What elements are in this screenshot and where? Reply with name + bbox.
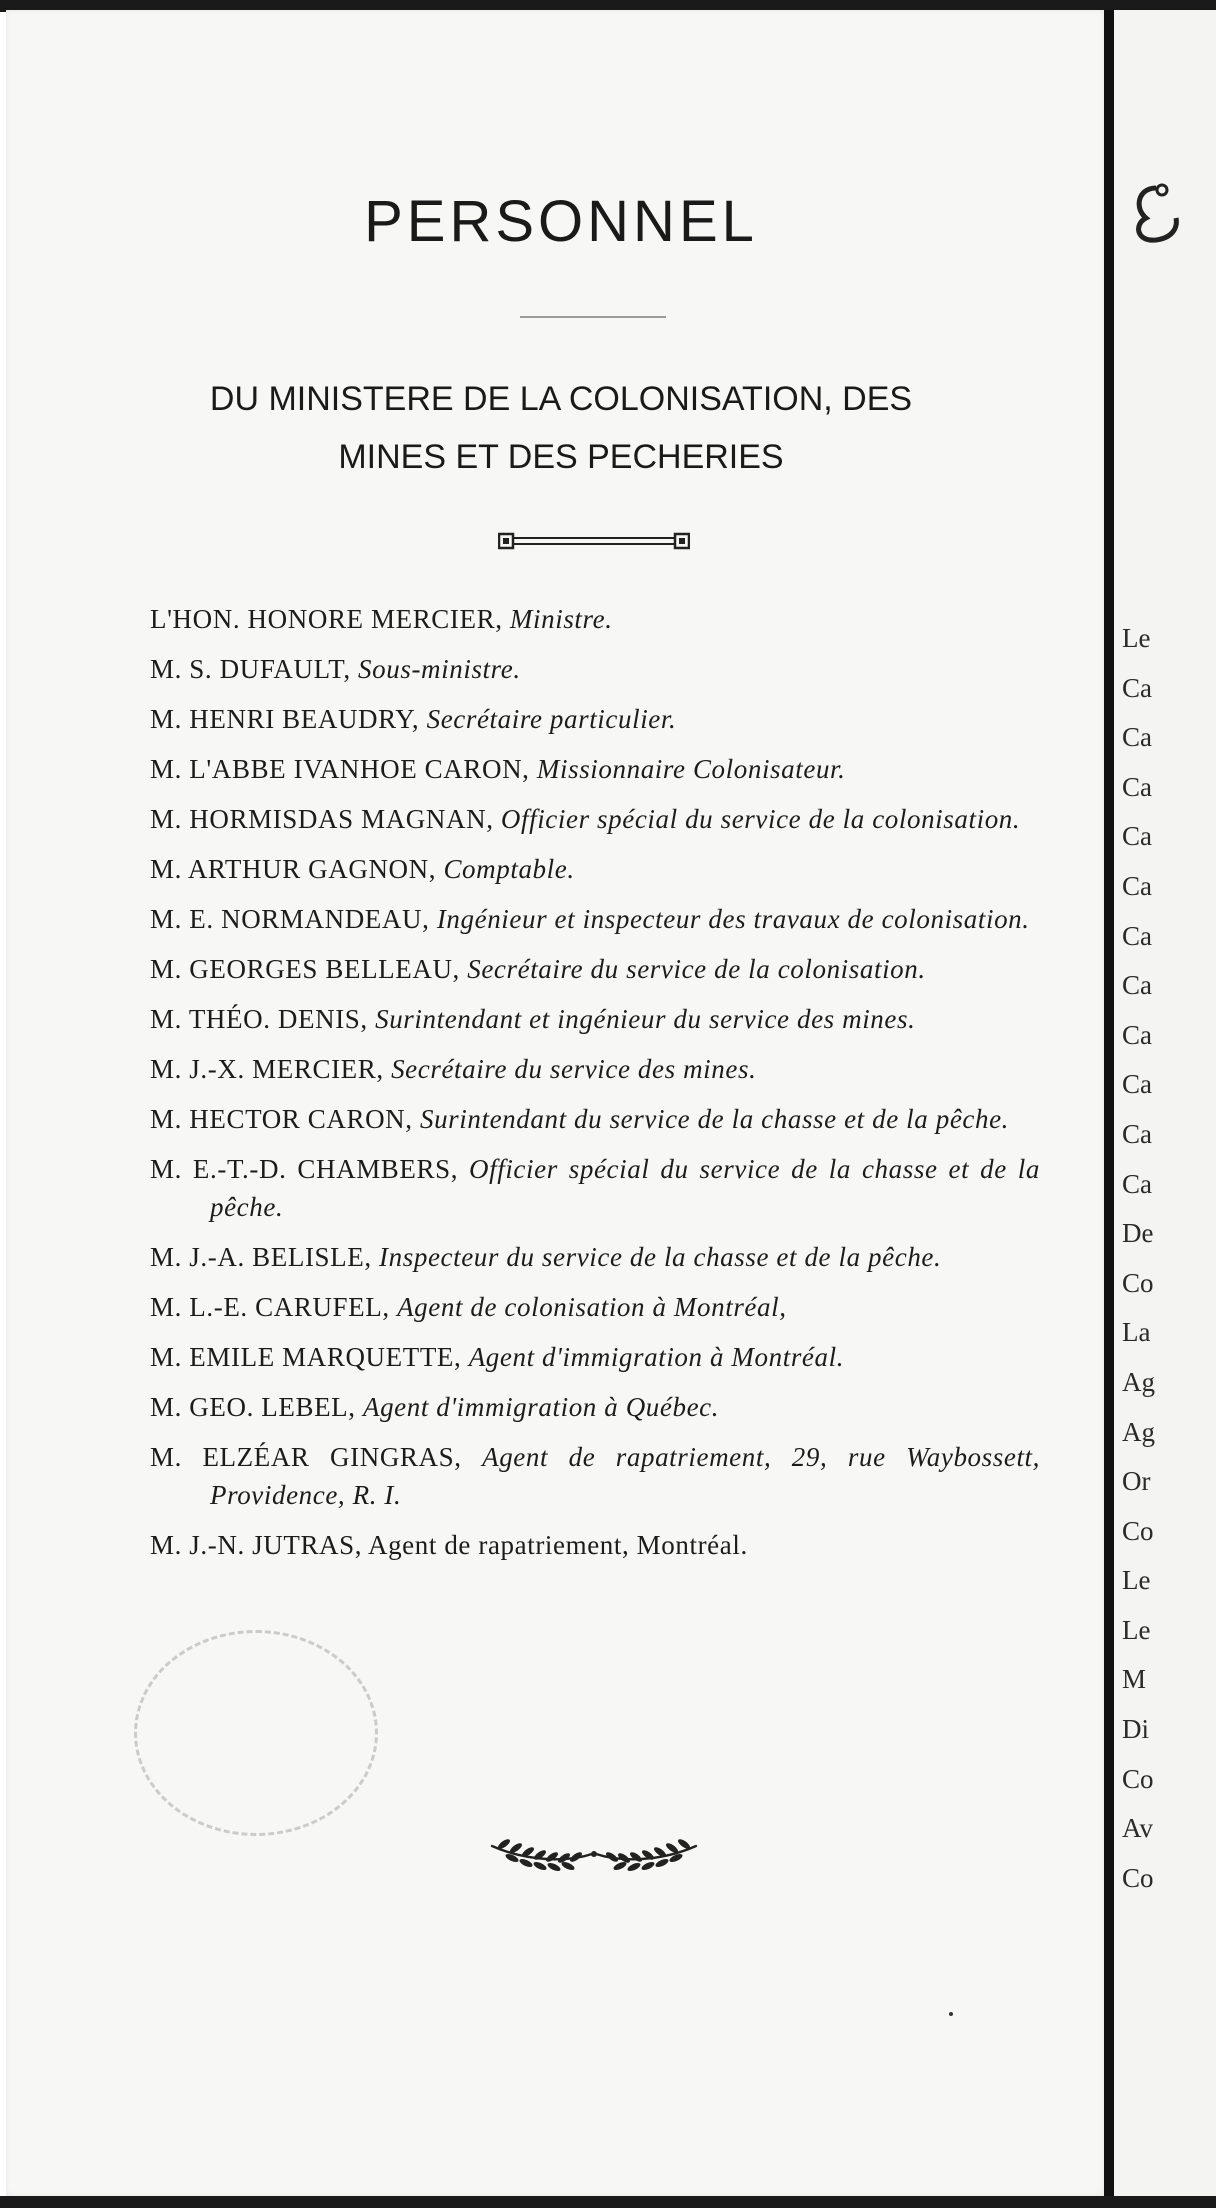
facing-line: Ca (1122, 1019, 1152, 1050)
page-title: PERSONNEL (364, 189, 758, 254)
facing-line: De (1122, 1218, 1154, 1249)
facing-page (1114, 10, 1216, 2196)
facing-line: Ca (1122, 821, 1152, 852)
personnel-role: Comptable. (443, 854, 575, 884)
personnel-role: Officier spécial du service de la chasse et de la pêche. (210, 1154, 1040, 1222)
facing-line: Ag (1122, 1416, 1155, 1447)
personnel-role: Missionnaire Colonisateur. (536, 754, 846, 784)
personnel-role: Sous-ministre. (358, 654, 521, 684)
facing-line: Av (1122, 1813, 1153, 1844)
personnel-list (150, 600, 1040, 1576)
personnel-role: Surintendant du service de la chasse et de la pêche. (419, 1104, 1010, 1134)
facing-line: Or (1122, 1466, 1151, 1497)
personnel-entry (150, 700, 1040, 738)
page-subtitle (126, 370, 996, 486)
personnel-entry (150, 1238, 1040, 1276)
personnel-name: L'HON. HONORE MERCIER, (150, 604, 510, 634)
personnel-name: M. J.-A. BELISLE, (150, 1242, 380, 1272)
subtitle-line-2: MINES ET DES PECHERIES (338, 438, 784, 476)
personnel-name: M. GEORGES BELLEAU, (150, 954, 468, 984)
facing-page-lines (1122, 614, 1155, 1903)
personnel-entry (150, 650, 1040, 688)
facing-line: Di (1122, 1714, 1149, 1745)
personnel-role: Ministre. (509, 604, 613, 634)
personnel-entry (150, 1388, 1040, 1426)
facing-line: Ca (1122, 672, 1152, 703)
book-gutter (1104, 10, 1114, 2200)
facing-line: Ca (1122, 1118, 1152, 1149)
facing-line: Ca (1122, 1069, 1152, 1100)
facing-line: Ca (1122, 771, 1152, 802)
personnel-name: M. J.-X. MERCIER, (150, 1054, 392, 1084)
personnel-role: Agent d'immigration à Québec. (362, 1392, 720, 1422)
personnel-entry (150, 1150, 1040, 1226)
personnel-name: M. GEO. LEBEL, (150, 1392, 363, 1422)
personnel-role: Agent de rapatriement, 29, rue Waybossett, Providence, R. I. (210, 1442, 1040, 1510)
library-stamp (134, 1630, 378, 1836)
facing-line: Co (1122, 1763, 1154, 1794)
personnel-entry (150, 750, 1040, 788)
facing-line: Ag (1122, 1366, 1155, 1397)
subtitle-line-1: DU MINISTERE DE LA COLONISATION, DES (209, 380, 913, 418)
personnel-entry (150, 600, 1040, 638)
personnel-role: Secrétaire du service de la colonisation. (467, 954, 926, 984)
personnel-name: M. E. NORMANDEAU, (150, 904, 437, 934)
personnel-name: M. ELZÉAR GINGRAS, (150, 1442, 483, 1472)
facing-line: Co (1122, 1515, 1154, 1546)
personnel-entry (150, 1050, 1040, 1088)
facing-line: Le (1122, 1565, 1151, 1596)
facing-line: Co (1122, 1267, 1154, 1298)
personnel-entry (150, 900, 1040, 938)
ink-speck (949, 2012, 953, 2016)
personnel-role: Surintendant et ingénieur du service des mines. (375, 1004, 916, 1034)
facing-line: Ca (1122, 722, 1152, 753)
personnel-name: M. HENRI BEAUDRY, (150, 704, 427, 734)
personnel-role: Secrétaire du service des mines. (391, 1054, 757, 1084)
personnel-role: Secrétaire particulier. (426, 704, 677, 734)
personnel-entry (150, 850, 1040, 888)
personnel-entry (150, 1338, 1040, 1376)
personnel-entry (150, 1000, 1040, 1038)
personnel-name: M. S. DUFAULT, (150, 654, 359, 684)
personnel-role: Agent de colonisation à Montréal, (397, 1292, 787, 1322)
personnel-name: M. HORMISDAS MAGNAN, (150, 804, 501, 834)
facing-line: Co (1122, 1862, 1154, 1893)
personnel-name: M. J.-N. JUTRAS, Agent de rapatriement, Montréal. (150, 1530, 748, 1560)
personnel-name: M. E.-T.-D. CHAMBERS, (150, 1154, 470, 1184)
personnel-name: M. L.-E. CARUFEL, (150, 1292, 398, 1322)
personnel-role: Agent d'immigration à Montréal. (468, 1342, 845, 1372)
personnel-name: M. EMILE MARQUETTE, (150, 1342, 469, 1372)
personnel-entry (150, 1100, 1040, 1138)
facing-line: Le (1122, 623, 1151, 653)
facing-line: Ca (1122, 870, 1152, 901)
facing-line: Ca (1122, 970, 1152, 1001)
facing-line: M (1122, 1664, 1147, 1695)
personnel-role: Ingénieur et inspecteur des travaux de colonisation. (436, 904, 1030, 934)
facing-line: Ca (1122, 1168, 1152, 1199)
personnel-role: Inspecteur du service de la chasse et de la pêche. (379, 1242, 942, 1272)
personnel-role: Officier spécial du service de la colonisation. (500, 804, 1021, 834)
personnel-name: M. THÉO. DENIS, (150, 1004, 376, 1034)
personnel-name: M. L'ABBE IVANHOE CARON, (150, 754, 537, 784)
personnel-entry (150, 800, 1040, 838)
scan-bottom-edge (0, 2196, 1216, 2208)
personnel-entry (150, 1438, 1040, 1514)
laurel-ornament (488, 1822, 700, 1882)
personnel-entry (150, 1288, 1040, 1326)
facing-line: La (1122, 1317, 1151, 1348)
facing-line: Ca (1122, 920, 1152, 951)
personnel-name: M. HECTOR CARON, (150, 1104, 420, 1134)
ornament-divider (498, 530, 690, 552)
personnel-entry (150, 950, 1040, 988)
left-page (6, 10, 1104, 2196)
personnel-name: M. ARTHUR GAGNON, (150, 854, 444, 884)
personnel-entry (150, 1526, 1040, 1564)
title-rule (520, 316, 666, 318)
decorative-initial-icon (1126, 178, 1186, 248)
facing-line: Le (1122, 1614, 1151, 1645)
